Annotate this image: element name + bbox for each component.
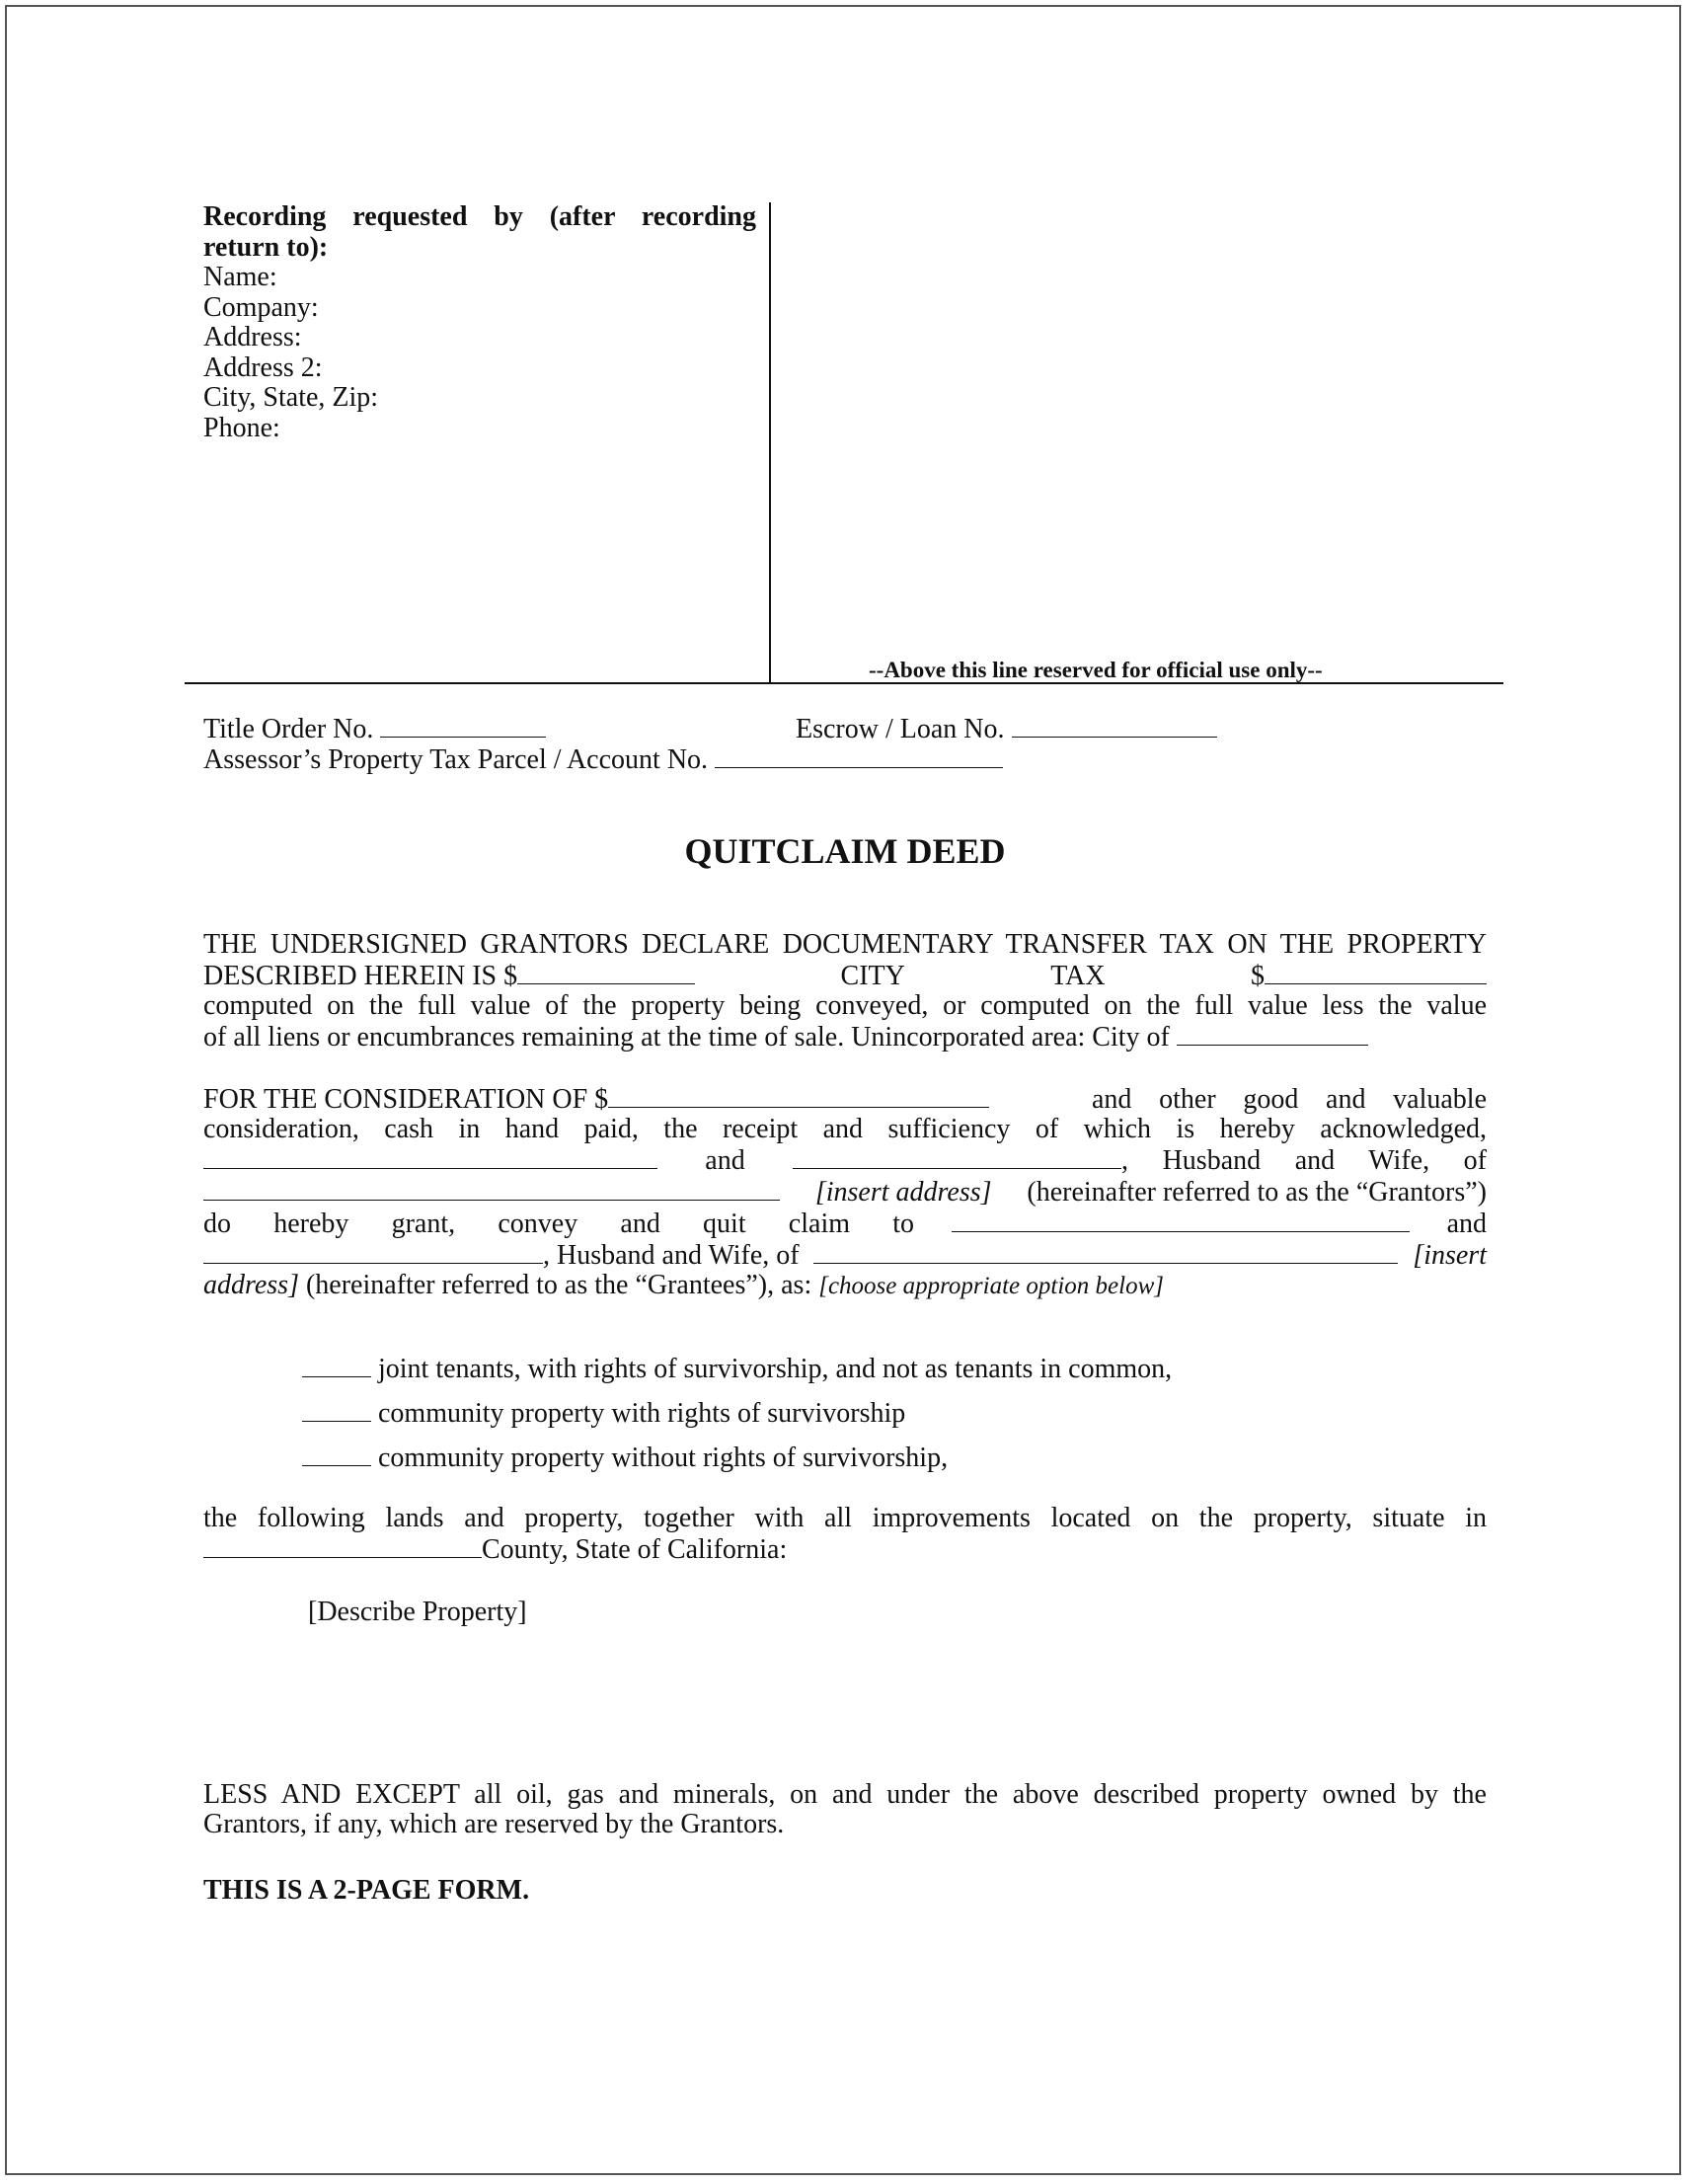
grantee1-blank[interactable] <box>952 1208 1410 1232</box>
describe-property-placeholder: [Describe Property] <box>308 1597 527 1627</box>
and-text: and <box>705 1145 745 1176</box>
escrow-blank[interactable] <box>1012 713 1217 738</box>
grantee2-blank[interactable] <box>203 1239 543 1264</box>
field-phone-label: Phone: <box>203 412 280 443</box>
husband-wife-of-text: , Husband and Wife, of <box>543 1240 800 1271</box>
insert-hint: [insert <box>1413 1240 1487 1271</box>
other-good-text: and other good and valuable <box>1092 1084 1487 1115</box>
consideration-line-3 <box>203 1144 1487 1176</box>
husband-wife-text: , Husband and Wife, of <box>1121 1145 1487 1176</box>
lands-line-1: the following lands and property, together with all improvements located on the property, situate in <box>203 1503 1487 1533</box>
assessor-field <box>203 743 1003 775</box>
field-company-label: Company: <box>203 291 319 323</box>
option-community-with-survivorship <box>302 1397 905 1429</box>
tax-line-3: computed on the full value of the property being conveyed, or computed on the full value less the value <box>203 990 1487 1021</box>
and-text-2: and <box>1446 1209 1487 1239</box>
option-community-with-blank[interactable] <box>302 1397 371 1422</box>
choose-option-hint: [choose appropriate option below] <box>818 1273 1164 1299</box>
two-page-form-note: THIS IS A 2-PAGE FORM. <box>203 1875 530 1906</box>
consideration-line-4 <box>203 1176 1487 1208</box>
escrow-field <box>796 713 1217 744</box>
less-except-line-1: LESS AND EXCEPT all oil, gas and minerals, on and under the above described property owned by the <box>203 1779 1487 1810</box>
option-joint-tenants-text: joint tenants, with rights of survivorship, and not as tenants in common, <box>378 1354 1173 1384</box>
title-order-field <box>203 713 546 744</box>
consideration-line-2: consideration, cash in hand paid, the receipt and sufficiency of which is hereby acknowledged, <box>203 1114 1487 1144</box>
tax-dollar-label: $ <box>1250 961 1265 991</box>
consideration-line-7 <box>203 1271 1487 1301</box>
title-order-label: Title Order No. <box>203 714 374 744</box>
tax-tax-label: TAX <box>1050 961 1106 991</box>
escrow-label: Escrow / Loan No. <box>796 714 1005 744</box>
option-joint-tenants <box>302 1353 1172 1384</box>
recording-request-block <box>203 202 756 443</box>
assessor-label: Assessor’s Property Tax Parcel / Account No. <box>203 744 709 775</box>
transfer-tax-paragraph <box>203 930 1487 1053</box>
tax-line-2 <box>203 960 1487 991</box>
official-use-note: --Above this line reserved for official use only-- <box>869 658 1323 682</box>
consideration-line-6 <box>203 1239 1487 1271</box>
option-community-with-text: community property with rights of survivorship <box>378 1398 906 1429</box>
grantor2-blank[interactable] <box>793 1144 1121 1169</box>
lands-line-2 <box>203 1533 1487 1565</box>
field-address2-label: Address 2: <box>203 351 323 383</box>
unincorporated-label: of all liens or encumbrances remaining at the time of sale. Unincorporated area: City of <box>203 1022 1170 1053</box>
field-address-label: Address: <box>203 322 302 352</box>
assessor-blank[interactable] <box>715 743 1003 768</box>
grantor1-blank[interactable] <box>203 1144 657 1169</box>
field-city-state-zip-label: City, State, Zip: <box>203 382 379 413</box>
county-state-text: County, State of California: <box>482 1534 788 1565</box>
page-title: QUITCLAIM DEED <box>684 831 1006 871</box>
consideration-label: FOR THE CONSIDERATION OF $ <box>203 1084 609 1115</box>
field-name-label: Name: <box>203 262 277 292</box>
option-joint-tenants-blank[interactable] <box>302 1353 371 1377</box>
option-community-without-blank[interactable] <box>302 1442 371 1466</box>
grantee-address-blank[interactable] <box>813 1239 1398 1264</box>
grant-text: do hereby grant, convey and quit claim to <box>203 1209 914 1239</box>
recording-divider-vertical <box>769 202 771 682</box>
tax-line-1: THE UNDERSIGNED GRANTORS DECLARE DOCUMENTARY TRANSFER TAX ON THE PROPERTY <box>203 929 1487 960</box>
tax-amount-blank[interactable] <box>517 960 695 984</box>
consideration-line-1 <box>203 1083 1487 1115</box>
tax-described-label: DESCRIBED HEREIN IS $ <box>203 961 518 991</box>
address-hint: address] <box>203 1270 299 1300</box>
consideration-amount-blank[interactable] <box>608 1083 989 1108</box>
county-blank[interactable] <box>203 1533 482 1558</box>
less-except-paragraph <box>203 1780 1487 1839</box>
city-tax-blank[interactable] <box>1265 960 1487 984</box>
option-community-without-text: community property without rights of survivorship, <box>378 1443 949 1473</box>
title-order-blank[interactable] <box>380 713 546 738</box>
tax-line-4 <box>203 1021 1487 1053</box>
tax-city-label: CITY <box>840 961 905 991</box>
consideration-line-5 <box>203 1208 1487 1239</box>
grantees-ref-text: (hereinafter referred to as the “Grantees”), as: <box>305 1270 812 1300</box>
recording-heading-line2: return to): <box>203 231 329 263</box>
unincorporated-city-blank[interactable] <box>1177 1021 1368 1046</box>
lands-paragraph <box>203 1504 1487 1565</box>
grantors-ref-text: (hereinafter referred to as the “Grantors”) <box>1027 1177 1487 1208</box>
recording-heading-line1: Recording requested by (after recording <box>203 201 756 232</box>
option-community-without-survivorship <box>302 1442 948 1473</box>
consideration-paragraph <box>203 1083 1487 1301</box>
insert-address-hint: [insert address] <box>814 1177 992 1208</box>
recording-divider-horizontal <box>185 682 1503 684</box>
less-except-line-2: Grantors, if any, which are reserved by the Grantors. <box>203 1809 785 1839</box>
grantor-address-blank[interactable] <box>203 1176 780 1201</box>
